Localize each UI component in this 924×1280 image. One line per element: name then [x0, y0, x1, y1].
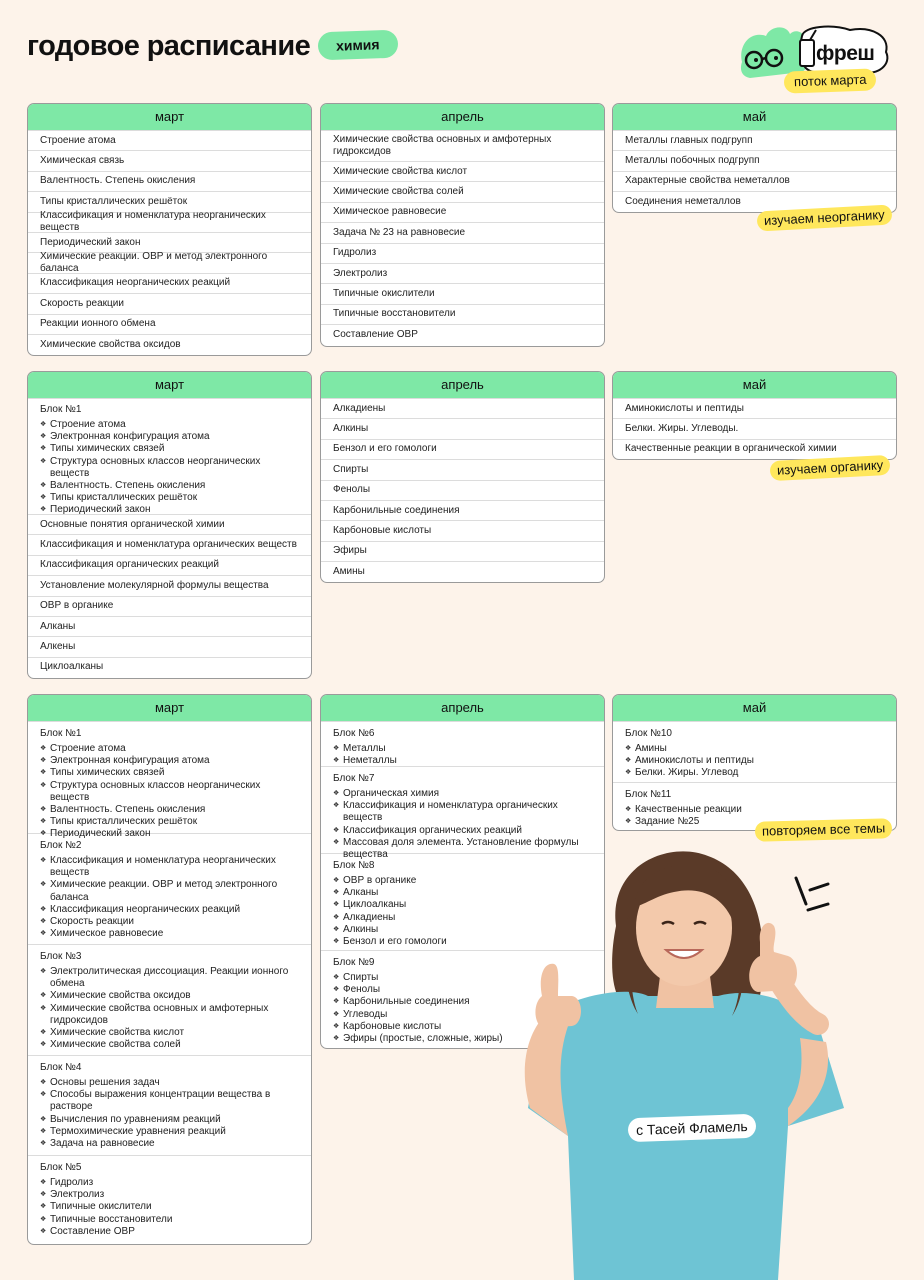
list-item: ❖ Карбонильные соединения — [333, 996, 592, 1008]
list-item: Характерные свойства неметаллов — [613, 171, 896, 191]
list-item: Алкены — [28, 636, 311, 656]
block-title: Блок №3 — [40, 951, 82, 962]
list-item: ❖ Валентность. Степень окисления — [40, 480, 299, 492]
list-item: ❖ Строение атома — [40, 419, 299, 431]
list-item: ❖ Массовая доля элемента. Установление формулы вещества — [333, 837, 592, 861]
list-item: ❖ Классификация и номенклатура органических веществ — [333, 800, 592, 824]
list-item: ❖ Химическое равновесие — [40, 928, 299, 940]
list-item: ❖ Аминокислоты и пептиды — [625, 755, 884, 767]
s2-march-header: март — [28, 372, 311, 398]
list-item: ❖ Типы кристаллических решёток — [40, 492, 299, 504]
s3-april-header: апрель — [321, 695, 604, 721]
list-item: ❖ Химические свойства кислот — [40, 1027, 299, 1039]
teacher-photo — [488, 846, 868, 1280]
s2-march-card — [27, 371, 312, 679]
list-item: Составление ОВР — [321, 324, 604, 344]
s1-april-header: апрель — [321, 104, 604, 130]
list-item: ❖ Органическая химия — [333, 788, 592, 800]
list-item: Металлы главных подгрупп — [613, 130, 896, 150]
list-item: ❖ Химические реакции. ОВР и метод электронного баланса — [40, 879, 299, 903]
s1-april-card — [320, 103, 605, 347]
list-item: ❖ Циклоалканы — [333, 899, 592, 911]
bullet-list — [40, 1177, 299, 1238]
block-title: Блок №5 — [40, 1162, 82, 1173]
list-item: Соединения неметаллов — [613, 191, 896, 211]
list-item: ❖ Скорость реакции — [40, 916, 299, 928]
section-tag: изучаем органику — [770, 455, 891, 481]
list-item: Установление молекулярной формулы вещества — [28, 575, 311, 595]
section-tag: изучаем неорганику — [757, 204, 893, 231]
list-item: ❖ Алканы — [333, 887, 592, 899]
list-item: ❖ Эфиры (простые, сложные, жиры) — [333, 1033, 592, 1045]
block-title: Блок №10 — [625, 728, 672, 739]
page-title: годовое расписание — [27, 30, 311, 62]
list-item: ❖ Строение атома — [40, 743, 299, 755]
list-item: Белки. Жиры. Углеводы. — [613, 418, 896, 438]
list-item: Химические свойства кислот — [321, 161, 604, 181]
list-item: Классификация и номенклатура неорганических веществ — [28, 212, 311, 232]
list-item: ❖ Качественные реакции — [625, 804, 884, 816]
list-item: ❖ Амины — [625, 743, 884, 755]
list-item: Циклоалканы — [28, 657, 311, 677]
list-item: Типичные восстановители — [321, 304, 604, 324]
list-item: Алкадиены — [321, 398, 604, 418]
list-item: ❖ Углеводы — [333, 1009, 592, 1021]
block-title: Блок №8 — [333, 860, 375, 871]
list-item: ❖ Алкины — [333, 924, 592, 936]
s2-may-card — [612, 371, 897, 460]
list-item: ❖ Составление ОВР — [40, 1226, 299, 1238]
list-item: ❖ Неметаллы — [333, 755, 592, 767]
s3-may-card — [612, 694, 897, 831]
block-title: Блок №6 — [333, 728, 375, 739]
s1-march-card — [27, 103, 312, 356]
teacher-name-label: с Тасей Фламель — [628, 1114, 756, 1142]
list-item: Качественные реакции в органической химии — [613, 439, 896, 459]
list-item: ❖ Структура основных классов неорганических веществ — [40, 456, 299, 480]
logo-subtitle: поток марта — [784, 68, 877, 93]
list-item: Электролиз — [321, 263, 604, 283]
list-item: Карбоновые кислоты — [321, 520, 604, 540]
list-item: ❖ Гидролиз — [40, 1177, 299, 1189]
list-item: Типичные окислители — [321, 283, 604, 303]
list-item: Строение атома — [28, 130, 311, 150]
list-item: ❖ Бензол и его гомологи — [333, 936, 592, 948]
block — [613, 721, 896, 782]
list-item: Гидролиз — [321, 243, 604, 263]
list-item: ❖ Основы решения задач — [40, 1077, 299, 1089]
list-item: Классификация и номенклатура органических веществ — [28, 534, 311, 554]
bullet-list — [625, 743, 884, 780]
list-item: ОВР в органике — [28, 596, 311, 616]
list-item: Карбонильные соединения — [321, 500, 604, 520]
list-item: Алканы — [28, 616, 311, 636]
list-item: ❖ Периодический закон — [40, 828, 299, 840]
list-item: Периодический закон — [28, 232, 311, 252]
list-item: ❖ Типы кристаллических решёток — [40, 816, 299, 828]
list-item: ❖ Классификация органических реакций — [333, 825, 592, 837]
list-item: ❖ Термохимические уравнения реакций — [40, 1126, 299, 1138]
list-item: Фенолы — [321, 480, 604, 500]
block-title: Блок №7 — [333, 773, 375, 784]
s2-april-header: апрель — [321, 372, 604, 398]
list-item: ❖ Способы выражения концентрации вещества в растворе — [40, 1089, 299, 1113]
list-item: Задача № 23 на равновесие — [321, 222, 604, 242]
block — [28, 833, 311, 944]
list-item: Классификация неорганических реакций — [28, 273, 311, 293]
list-item: Бензол и его гомологи — [321, 439, 604, 459]
list-item: Металлы побочных подгрупп — [613, 150, 896, 170]
list-item: ❖ Белки. Жиры. Углевод — [625, 767, 884, 779]
list-item: Амины — [321, 561, 604, 581]
block-title: Блок №2 — [40, 840, 82, 851]
list-item: ❖ Алкадиены — [333, 912, 592, 924]
list-item: ❖ Электролитическая диссоциация. Реакции ионного обмена — [40, 966, 299, 990]
list-item: Эфиры — [321, 541, 604, 561]
list-item: Алкины — [321, 418, 604, 438]
list-item: Основные понятия органической химии — [28, 514, 311, 534]
logo-brand: фреш — [816, 42, 875, 65]
block — [28, 1055, 311, 1155]
list-item: Химическое равновесие — [321, 202, 604, 222]
list-item: Химические свойства основных и амфотерных гидроксидов — [321, 130, 604, 161]
list-item: Аминокислоты и пептиды — [613, 398, 896, 418]
block-title: Блок №1 — [40, 404, 82, 415]
bullet-list — [40, 743, 299, 841]
list-item: ❖ ОВР в органике — [333, 875, 592, 887]
list-item: Химические реакции. ОВР и метод электронного баланса — [28, 252, 311, 272]
block — [28, 1155, 311, 1243]
s1-may-header: май — [613, 104, 896, 130]
list-item: ❖ Электронная конфигурация атома — [40, 431, 299, 443]
bullet-list — [40, 966, 299, 1051]
list-item: ❖ Классификация и номенклатура неорганических веществ — [40, 855, 299, 879]
block-title: Блок №4 — [40, 1062, 82, 1073]
list-item: Скорость реакции — [28, 293, 311, 313]
list-item: Реакции ионного обмена — [28, 314, 311, 334]
list-item: ❖ Типы химических связей — [40, 767, 299, 779]
s2-april-card — [320, 371, 605, 583]
list-item: ❖ Вычисления по уравнениям реакций — [40, 1114, 299, 1126]
list-item: ❖ Спирты — [333, 972, 592, 984]
list-item: Валентность. Степень окисления — [28, 171, 311, 191]
list-item: Химические свойства солей — [321, 181, 604, 201]
bullet-list — [40, 855, 299, 940]
list-item: Типы кристаллических решёток — [28, 191, 311, 211]
list-item: ❖ Задача на равновесие — [40, 1138, 299, 1150]
list-item: Химическая связь — [28, 150, 311, 170]
list-item: ❖ Структура основных классов неорганических веществ — [40, 780, 299, 804]
s3-march-header: март — [28, 695, 311, 721]
list-item: ❖ Классификация неорганических реакций — [40, 904, 299, 916]
list-item: ❖ Задание №25 — [625, 816, 884, 828]
list-item: Химические свойства оксидов — [28, 334, 311, 354]
list-item: Спирты — [321, 459, 604, 479]
section-tag: повторяем все темы — [755, 818, 893, 842]
list-item: ❖ Химические свойства основных и амфотерных гидроксидов — [40, 1003, 299, 1027]
list-item: Классификация органических реакций — [28, 555, 311, 575]
list-item: ❖ Химические свойства солей — [40, 1039, 299, 1051]
s1-march-header: март — [28, 104, 311, 130]
bullet-list — [40, 419, 299, 517]
bullet-list — [40, 1077, 299, 1150]
s2-may-header: май — [613, 372, 896, 398]
block — [28, 721, 311, 840]
block-title: Блок №1 — [40, 728, 82, 739]
block — [321, 766, 604, 861]
list-item: ❖ Типы химических связей — [40, 443, 299, 455]
list-item: ❖ Металлы — [333, 743, 592, 755]
block-title: Блок №11 — [625, 789, 672, 800]
list-item: ❖ Периодический закон — [40, 504, 299, 516]
subject-badge: химия — [318, 30, 398, 61]
block — [321, 721, 604, 766]
list-item: ❖ Валентность. Степень окисления — [40, 804, 299, 816]
list-item: ❖ Типичные окислители — [40, 1201, 299, 1213]
s3-march-card — [27, 694, 312, 1245]
s3-may-header: май — [613, 695, 896, 721]
list-item: ❖ Электронная конфигурация атома — [40, 755, 299, 767]
block — [28, 944, 311, 1055]
s1-may-card — [612, 103, 897, 213]
list-item: ❖ Фенолы — [333, 984, 592, 996]
block — [28, 398, 311, 514]
list-item: ❖ Карбоновые кислоты — [333, 1021, 592, 1033]
block-title: Блок №9 — [333, 957, 375, 968]
list-item: ❖ Химические свойства оксидов — [40, 990, 299, 1002]
bullet-list — [333, 743, 592, 767]
list-item: ❖ Электролиз — [40, 1189, 299, 1201]
list-item: ❖ Типичные восстановители — [40, 1214, 299, 1226]
